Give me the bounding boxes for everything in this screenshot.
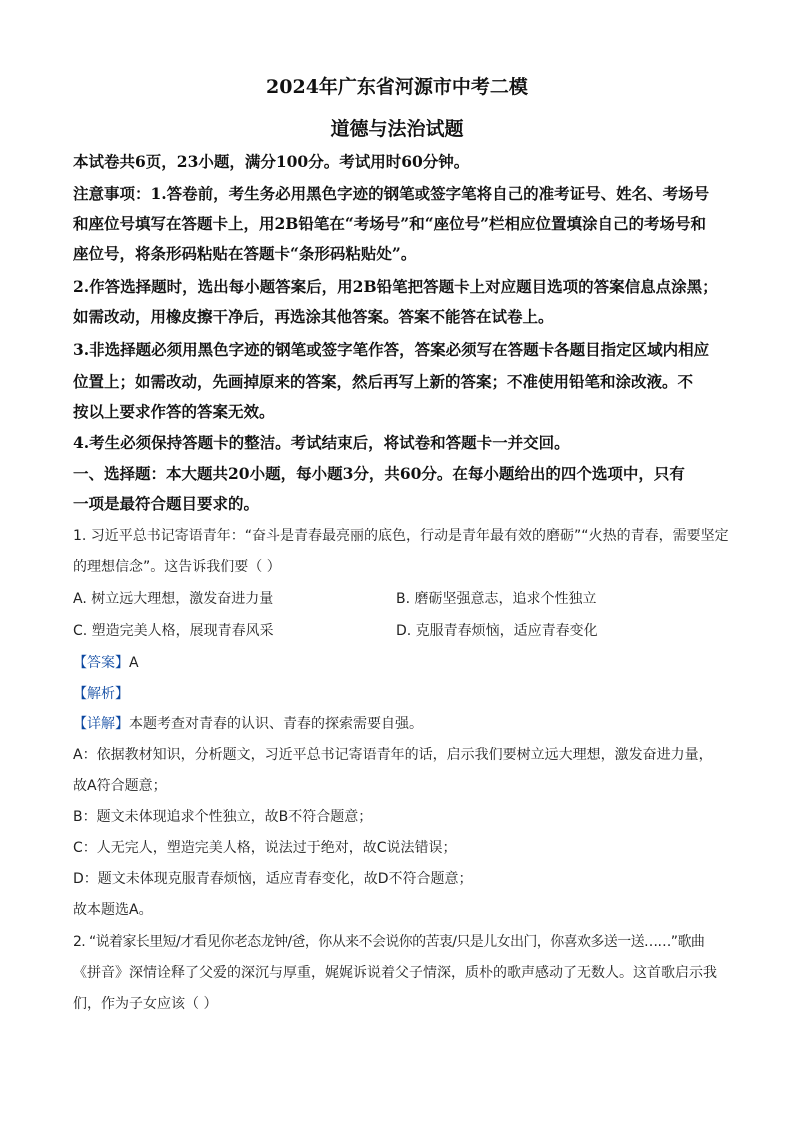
option-a: A. 树立远大理想，激发奋进力量: [73, 591, 274, 607]
section-heading: 一项是最符合题目要求的。: [73, 494, 260, 513]
section-heading: 一、选择题：本大题共20小题，每小题3分，共60分。在每小题给出的四个选项中，只有: [73, 464, 685, 483]
explain-line: A：依据教材知识，分析题文，习近平总书记寄语青年的话，启示我们要树立远大理想，激发奋进力量，: [73, 747, 713, 763]
question-stem: 《拼音》深情诠释了父爱的深沉与厚重，娓娓诉说着父子情深，质朴的歌声感动了无数人。这首歌启示我: [73, 965, 717, 981]
note-line: 和座位号填写在答题卡上，用2B铅笔在“考场号”和“座位号”栏相应位置填涂自己的考场号和: [73, 214, 707, 233]
explain-line: 故本题选A。: [73, 902, 153, 918]
option-c: C. 塑造完美人格，展现青春风采: [73, 623, 274, 639]
detail-text: 本题考查对青春的认识、青春的探索需要自强。: [129, 716, 423, 732]
detail-line: [73, 713, 423, 733]
explain-line: 故A符合题意；: [73, 778, 167, 794]
question-stem: 们，作为子女应该（ ）: [73, 996, 218, 1012]
explain-line: B：题文未体现追求个性独立，故B不符合题意；: [73, 809, 373, 825]
question-stem: 的理想信念”。这告诉我们要（ ）: [73, 559, 281, 575]
option-b: B. 磨砺坚强意志，追求个性独立: [396, 591, 597, 607]
note-line: 3.非选择题必须用黑色字迹的钢笔或签字笔作答，答案必须写在答题卡各题目指定区域内相应: [73, 340, 710, 359]
analysis-tag: 【解析】: [73, 686, 129, 702]
explain-line: D：题文未体现克服青春烦恼，适应青春变化，故D不符合题意；: [73, 871, 473, 887]
page-title: 2024年广东省河源市中考二模: [266, 76, 528, 98]
explain-line: C：人无完人，塑造完美人格，说法过于绝对，故C说法错误；: [73, 840, 457, 856]
option-d: D. 克服青春烦恼，适应青春变化: [396, 623, 598, 639]
note-line: 座位号，将条形码粘贴在答题卡“条形码粘贴处”。: [73, 244, 417, 263]
note-line: 2.作答选择题时，选出每小题答案后，用2B铅笔把答题卡上对应题目选项的答案信息点涂黑；: [73, 277, 718, 296]
answer-line: [73, 652, 139, 672]
note-line: 按以上要求作答的答案无效。: [73, 402, 275, 421]
analysis-line: [73, 683, 129, 703]
page-subtitle: 道德与法治试题: [330, 118, 464, 140]
note-line: 如需改动，用橡皮擦干净后，再选涂其他答案。答案不能答在试卷上。: [73, 307, 554, 326]
answer-value: A: [129, 655, 139, 671]
question-stem: 2. “说着家长里短/才看见你老态龙钟/爸，你从来不会说你的苦衷/只是儿女出门，你喜欢多送一送……”歌曲: [73, 934, 705, 950]
question-stem: 1. 习近平总书记寄语青年：“奋斗是青春最亮丽的底色，行动是青年最有效的磨砺”“火热的青春，需要坚定: [73, 528, 729, 544]
detail-tag: 【详解】: [73, 716, 129, 732]
note-line: 注意事项：1.答卷前，考生务必用黑色字迹的钢笔或签字笔将自己的准考证号、姓名、考场号: [73, 184, 710, 203]
exam-info: 本试卷共6页，23小题，满分100分。考试用时60分钟。: [73, 152, 470, 171]
note-line: 4.考生必须保持答题卡的整洁。考试结束后，将试卷和答题卡一并交回。: [73, 433, 570, 452]
answer-tag: 【答案】: [73, 655, 129, 671]
note-line: 位置上；如需改动，先画掉原来的答案，然后再写上新的答案；不准使用铅笔和涂改液。不: [73, 372, 694, 391]
